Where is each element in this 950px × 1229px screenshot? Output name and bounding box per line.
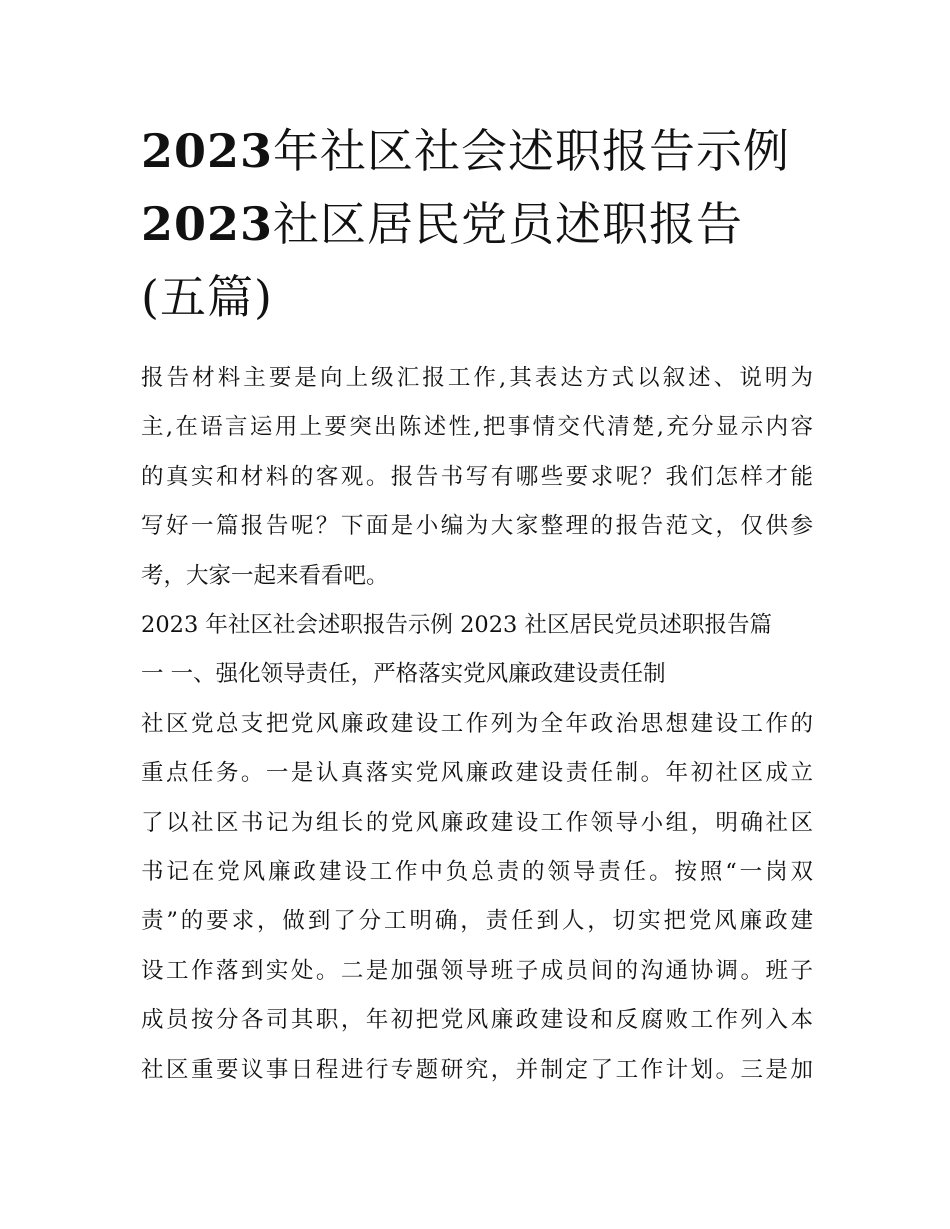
section-heading-line: 2023 年社区社会述职报告示例 2023 社区居民党员述职报告篇	[141, 612, 772, 639]
paragraph-line: 成员按分各司其职，年初把党风廉政建设和反腐败工作列入本	[141, 1007, 813, 1034]
paragraph-line: 社区重要议事日程进行专题研究，并制定了工作计划。三是加	[141, 1056, 813, 1083]
intro-paragraph	[141, 354, 813, 601]
title-text-2: 社区居民党员述职报告	[273, 197, 744, 251]
paragraph-line: 责”的要求，做到了分工明确，责任到人，切实把党风廉政建	[141, 908, 813, 935]
intro-line: 考，大家一起来看看吧。	[141, 562, 389, 589]
title-line-2	[141, 188, 813, 261]
title-year-2: 2023	[141, 197, 274, 251]
document-title	[141, 115, 813, 334]
paragraph-line: 了以社区书记为组长的党风廉政建设工作领导小组，明确社区	[141, 809, 813, 836]
intro-line: 主,在语言运用上要突出陈述性,把事情交代清楚,充分显示内容	[141, 414, 813, 441]
intro-line: 的真实和材料的客观。报告书写有哪些要求呢？我们怎样才能	[141, 463, 813, 490]
document-page	[141, 115, 813, 1095]
section-paragraph	[141, 700, 813, 1095]
title-line-1	[141, 115, 813, 188]
paragraph-line: 书记在党风廉政建设工作中负总责的领导责任。按照“一岗双	[141, 859, 813, 886]
title-text-1: 年社区社会述职报告示例	[273, 124, 791, 178]
paragraph-line: 重点任务。一是认真落实党风廉政建设责任制。年初社区成立	[141, 760, 813, 787]
section-heading-line: 一 一、强化领导责任，严格落实党风廉政建设责任制	[141, 661, 666, 688]
section-heading	[141, 601, 813, 700]
paragraph-line: 设工作落到实处。二是加强领导班子成员间的沟通协调。班子	[141, 957, 813, 984]
document-body	[141, 354, 813, 1095]
title-year-1: 2023	[141, 124, 274, 178]
paragraph-line: 社区党总支把党风廉政建设工作列为全年政治思想建设工作的	[141, 710, 813, 737]
intro-line: 写好一篇报告呢？下面是小编为大家整理的报告范文，仅供参	[141, 513, 813, 540]
title-line-3: (五篇)	[141, 270, 273, 324]
intro-line: 报告材料主要是向上级汇报工作,其表达方式以叙述、说明为	[141, 365, 813, 391]
